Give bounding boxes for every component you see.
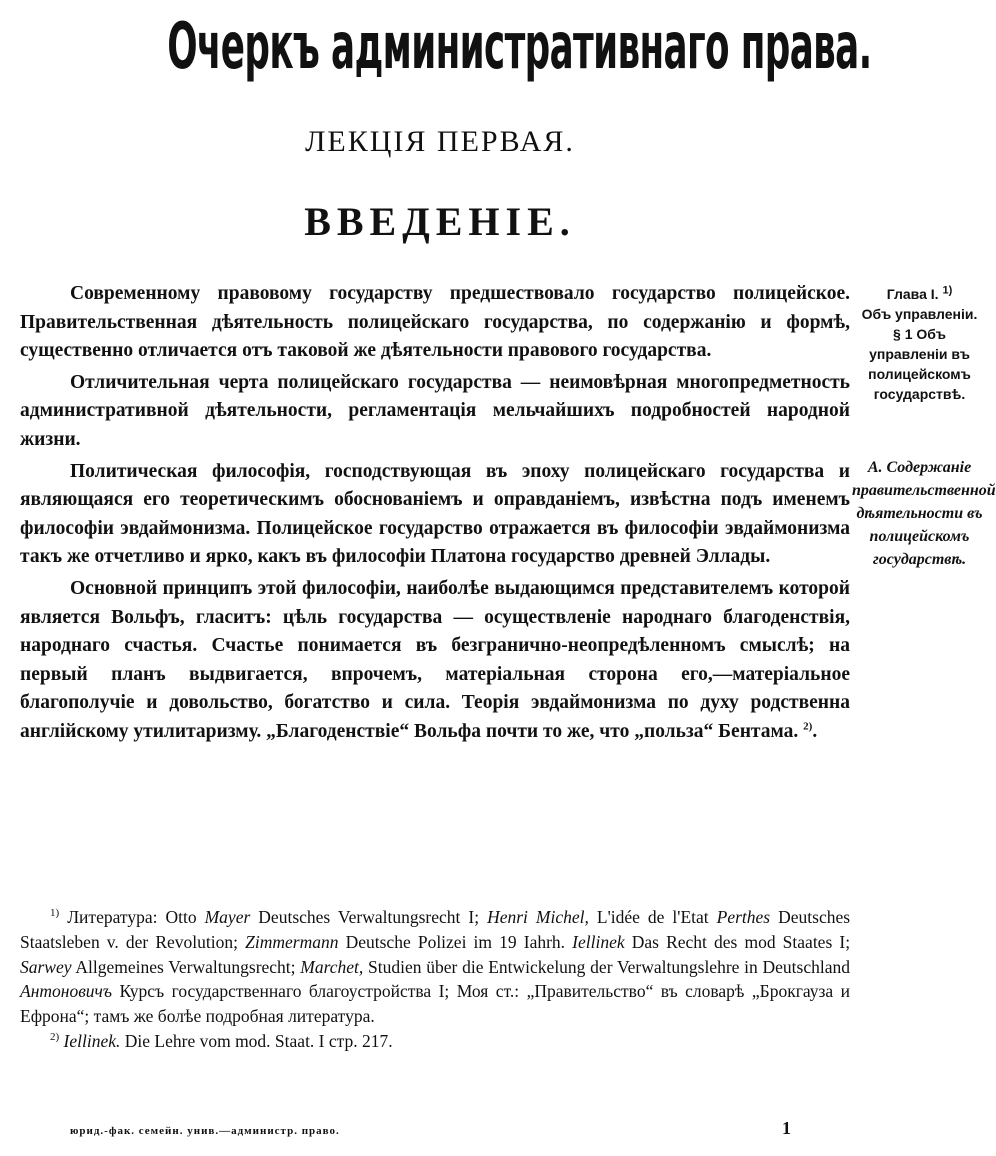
fn1-author: Mayer xyxy=(204,907,251,927)
printer-signature: юрид.-фак. семейн. унив.—администр. право. xyxy=(70,1125,340,1137)
lecture-heading: ЛЕКЦІЯ ПЕРВАЯ. xyxy=(305,125,575,158)
footnote-1 xyxy=(20,905,850,1029)
paragraph-2: Отличительная черта полицейскаго государства — неимовѣрная многопредметность административной дѣятельности, регламентація мельчайшихъ подробностей народной жизни. xyxy=(20,371,850,450)
paragraph-3: Политическая философія, господствующая въ эпоху полицейскаго государства и являющаяся его теоретическимъ обоснованіемъ и оправданіемъ, извѣстна подъ именемъ философіи эвдаймонизма. Полицейское государство отражается въ философіи эвдаймонизма такъ же отчетливо и ярко, какъ въ философіи Платона государство древней Эллады. xyxy=(20,460,850,568)
paragraph-4: Основной принципъ этой философіи, наиболѣе выдающимся представителемъ которой является Вольфъ, гласитъ: цѣль государства — осуществленіе народнаго благоденствія, народнаго счастья. Счастье понимается въ безгранично-неопредѣленномъ смыслѣ; на первый планъ выдвигается, впрочемъ, матеріальная сторона его,—матеріальное благополучіе и довольство, богатство и сила. Теорія эвдаймонизма по духу родственна англійскому утилитаризму. „Благоденствіе“ Вольфа почти то же, что „польза“ Бентама. $^{2)}$. xyxy=(20,577,850,742)
fn1-part: Deutsches Verwaltungsrecht I; xyxy=(258,907,480,927)
footnote-2-mark: 2) xyxy=(50,1031,60,1044)
margin-note-chapter xyxy=(852,284,987,404)
main-text xyxy=(20,280,850,747)
footnote-2 xyxy=(20,1029,850,1054)
fn1-part: Deutsche Polizei im 19 Iahrh. xyxy=(345,931,566,952)
margin-note-content: А. Содержаніе правительственной дѣятельности въ полицейскомъ государствѣ. xyxy=(852,459,996,568)
margin-line-1: Объ управленіи. xyxy=(861,306,978,322)
fn1-author: Zimmermann xyxy=(245,931,339,952)
fn1-part: Das Recht des mod Staates I; xyxy=(631,931,851,952)
paragraph-1: Современному правовому государству предшествовало государство полицейское. Правительственная дѣятельность полицейскаго государства, по содержанію и формѣ, существенно отличается отъ таковой же дѣятельности правового государства. xyxy=(20,283,850,362)
fn1-part: Allgemeines Verwaltungsrecht; xyxy=(75,956,296,977)
fn1-author: Henri Michel, xyxy=(487,907,589,927)
fn1-author: Антоновичъ xyxy=(20,981,112,1002)
margin-chapter-ref: 1) xyxy=(942,284,953,297)
fn1-part: L'idée de l'Etat xyxy=(596,907,709,927)
section-heading: ВВЕДЕНІЕ. xyxy=(304,199,576,244)
footnote-ref-2: 2) xyxy=(803,720,813,733)
fn1-author: Sarwey xyxy=(20,956,72,977)
margin-line-2: § 1 Объ управленіи въ полицейскомъ государствѣ. xyxy=(868,326,971,402)
fn2-part: Die Lehre vom mod. Staat. I стр. 217. xyxy=(124,1030,393,1051)
fn1-part: Курсъ государственнаго благоустройства I; Моя ст.: „Правительство“ въ словарѣ „Брокгауза и Ефрона“; тамъ же болѣе подробная литература. xyxy=(20,981,851,1027)
footnotes xyxy=(20,905,850,1054)
page-number: 1 xyxy=(782,1118,791,1138)
fn1-author: Perthes xyxy=(716,907,771,927)
fn2-author: Iellinek. xyxy=(63,1030,121,1051)
fn1-author: Iellinek xyxy=(572,931,625,952)
fn1-part: Studien über die Entwickelung der Verwaltungslehre in Deutschland xyxy=(368,956,850,977)
footnote-1-mark: 1) xyxy=(50,907,60,920)
paragraph-4-text: Основной принципъ этой философіи, наиболѣе выдающимся представителемъ которой является Вольфъ, гласитъ: цѣль государства — осуществленіе народнаго благоденствія, народнаго счастья. Счастье понимается въ безгранично-неопредѣленномъ смыслѣ; на первый планъ выдвигается, впрочемъ, матеріальная сторона его,—матеріальное благополучіе и довольство, богатство и сила. Теорія эвдаймонизма по духу родственна англійскому утилитаризму. „Благоденствіе“ Вольфа почти то же, что „польза“ Бентама. xyxy=(20,577,850,742)
fn1-part: Deutsches Staatsleben v. der Revolution; xyxy=(20,907,851,952)
fn1-author: Marchet, xyxy=(300,956,364,977)
book-title: Очеркъ административнаго права. xyxy=(167,10,872,84)
fn1-part: Литература: Otto xyxy=(67,907,197,927)
margin-chapter: Глава I. xyxy=(886,286,939,302)
